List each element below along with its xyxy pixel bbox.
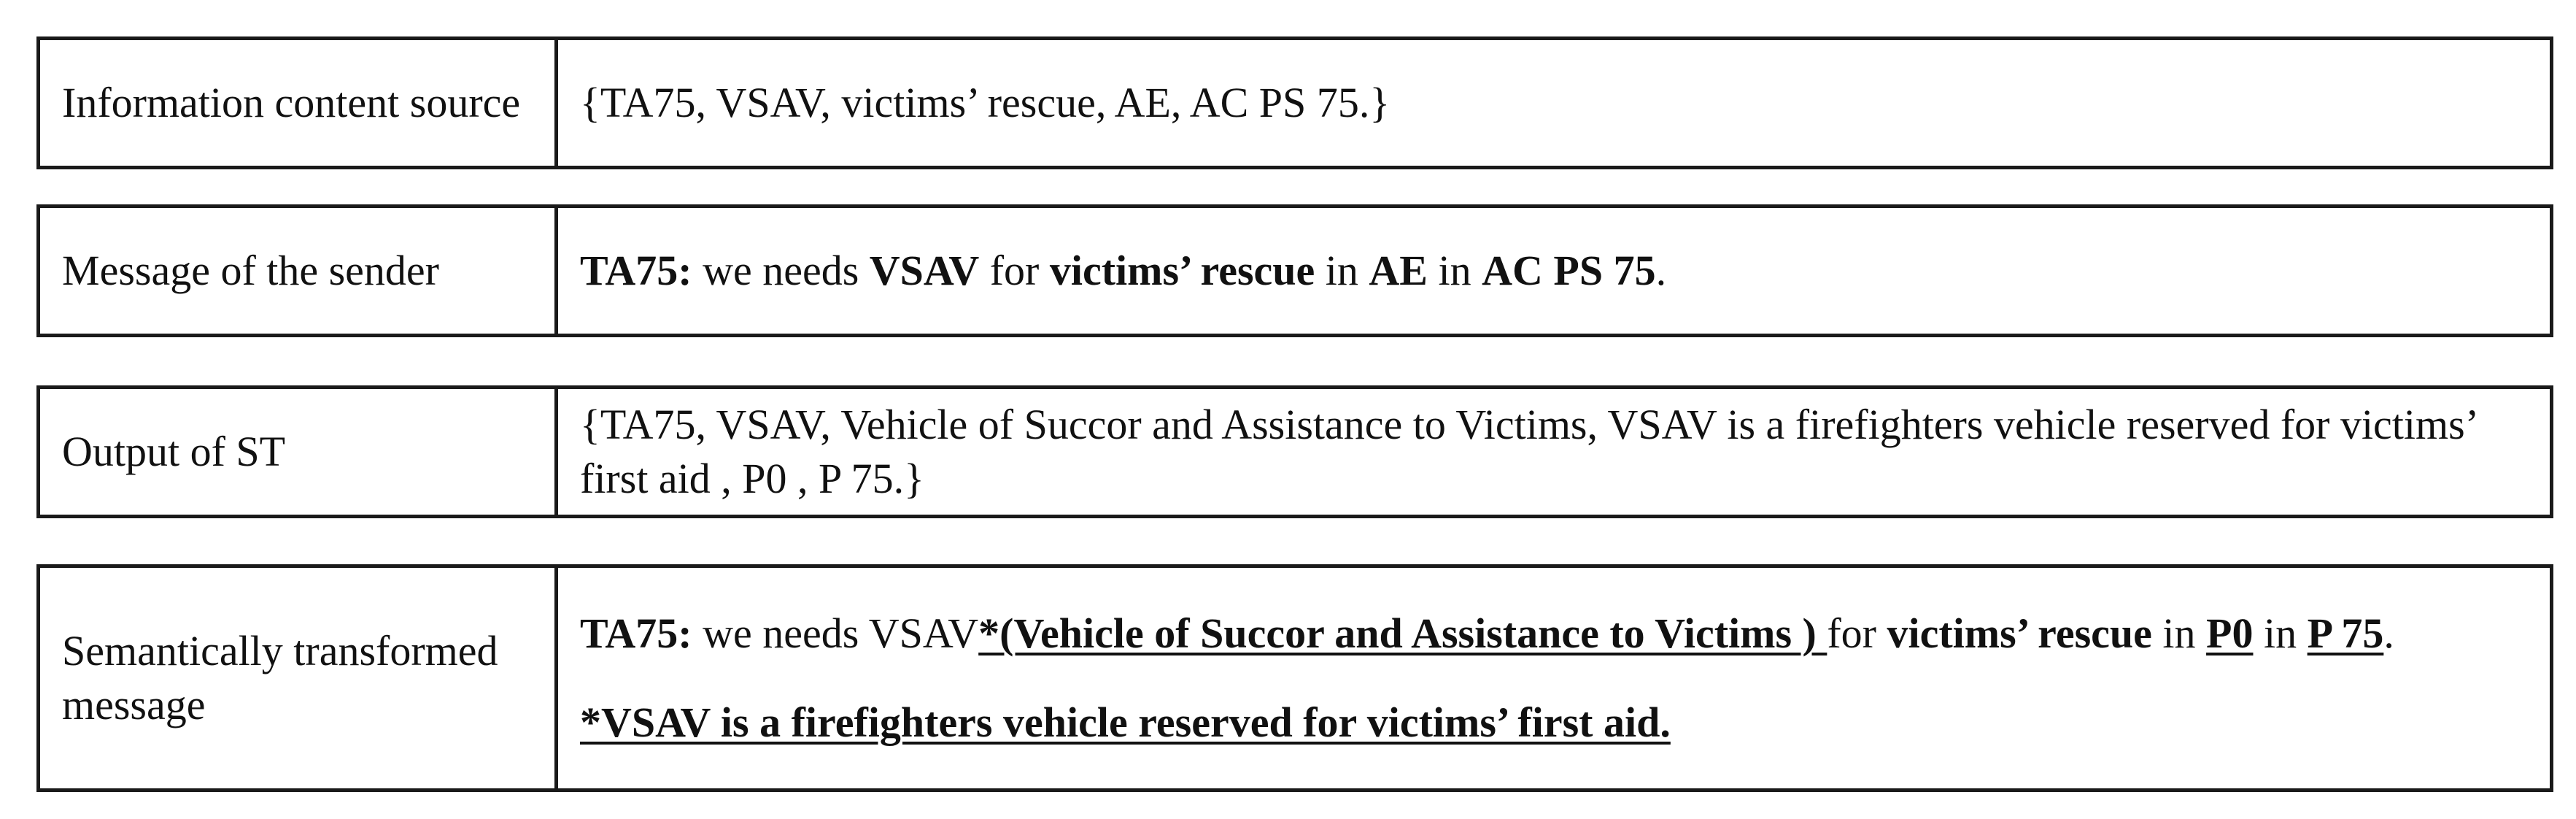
footnote-line: *VSAV is a firefighters vehicle reserved for victims’ first aid. — [580, 699, 1671, 746]
transformed-message-row — [36, 564, 2553, 792]
content-text: {TA75, VSAV, Vehicle of Succor and Assistance to Victims, VSAV is a firefighters vehicle reserved for victims’ first aid , P0 , P 75.} — [580, 401, 2476, 502]
row-content — [558, 208, 2550, 334]
text-fragment: . — [1655, 247, 1667, 294]
row-label: Information content source — [40, 40, 558, 166]
text-fragment: in — [2253, 610, 2308, 657]
location-term: AC PS 75 — [1482, 247, 1656, 294]
purpose-term: victims’ rescue — [1049, 247, 1315, 294]
text-fragment: in — [1315, 247, 1369, 294]
sender-message-row — [36, 204, 2553, 337]
row-label: Message of the sender — [40, 208, 558, 334]
row-content — [558, 389, 2550, 515]
text-fragment: for — [1827, 610, 1887, 657]
text-fragment: we needs VSAV — [692, 610, 979, 657]
vehicle-term: VSAV — [869, 247, 980, 294]
location-term: AE — [1369, 247, 1428, 294]
content-text: {TA75, VSAV, victims’ rescue, AE, AC PS 75.} — [580, 79, 1391, 126]
content-line — [580, 244, 2550, 298]
content-line — [580, 607, 2550, 661]
st-output-row — [36, 385, 2553, 518]
purpose-term: victims’ rescue — [1887, 610, 2152, 657]
location-term: P 75 — [2307, 610, 2384, 657]
text-fragment: we needs — [692, 247, 870, 294]
row-content — [558, 568, 2550, 788]
row-label: Semantically transformed message — [40, 568, 558, 788]
sender-id: TA75: — [580, 247, 692, 294]
text-fragment: in — [1428, 247, 1482, 294]
row-label: Output of ST — [40, 389, 558, 515]
text-fragment: for — [979, 247, 1050, 294]
text-fragment: . — [2383, 610, 2394, 657]
info-content-source-row — [36, 36, 2553, 169]
sender-id: TA75: — [580, 610, 692, 657]
row-content — [558, 40, 2550, 166]
vehicle-definition: *(Vehicle of Succor and Assistance to Victims ) — [978, 610, 1827, 657]
text-fragment: in — [2151, 610, 2207, 657]
location-term: P0 — [2206, 610, 2254, 657]
